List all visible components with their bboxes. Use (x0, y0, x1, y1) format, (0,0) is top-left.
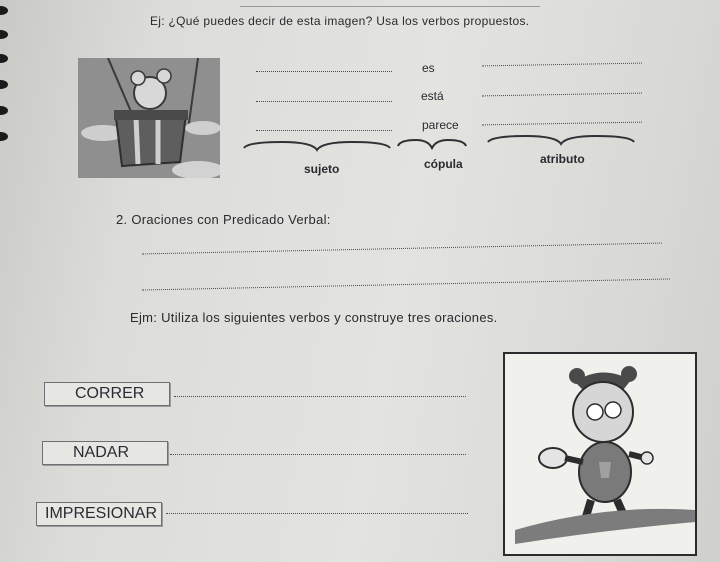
answer-line[interactable] (142, 278, 670, 290)
verb-esta: está (421, 89, 444, 103)
copula-brace (396, 136, 468, 152)
binding-hole (0, 54, 8, 63)
binding-hole (0, 106, 8, 115)
answer-blank[interactable] (256, 130, 392, 131)
binding-hole (0, 6, 8, 15)
answer-blank[interactable] (482, 122, 642, 126)
verb-es: es (422, 61, 435, 75)
binding-hole (0, 30, 8, 39)
verb-parece: parece (422, 118, 459, 132)
answer-line[interactable] (170, 454, 466, 455)
verb-box-label: NADAR (73, 444, 130, 461)
attribute-brace (486, 132, 636, 148)
binding-hole (0, 80, 8, 89)
copula-label: cópula (424, 157, 463, 171)
answer-blank[interactable] (482, 63, 642, 67)
example2-prompt: Ejm: Utiliza los siguientes verbos y construye tres oraciones. (130, 310, 498, 325)
answer-line[interactable] (174, 396, 466, 397)
running-character-picture (503, 352, 697, 556)
attribute-label: atributo (540, 152, 585, 166)
top-rule (240, 6, 540, 7)
subject-brace (242, 138, 392, 154)
verb-box-impresionar (36, 502, 162, 526)
answer-line[interactable] (166, 513, 468, 514)
answer-blank[interactable] (256, 101, 392, 102)
verb-box-nadar (42, 441, 168, 465)
answer-line[interactable] (142, 243, 662, 255)
verb-box-correr (44, 382, 170, 406)
verb-box-label: IMPRESIONAR (45, 505, 158, 522)
answer-blank[interactable] (482, 93, 642, 97)
verb-box-label: CORRER (75, 385, 145, 402)
example1-prompt: Ej: ¿Qué puedes decir de esta imagen? Usa los verbos propuestos. (150, 14, 530, 28)
subject-label: sujeto (304, 162, 340, 176)
section2-heading: 2. Oraciones con Predicado Verbal: (116, 212, 331, 227)
binding-hole (0, 132, 8, 141)
hot-air-balloon-picture (78, 58, 220, 178)
answer-blank[interactable] (256, 71, 392, 72)
